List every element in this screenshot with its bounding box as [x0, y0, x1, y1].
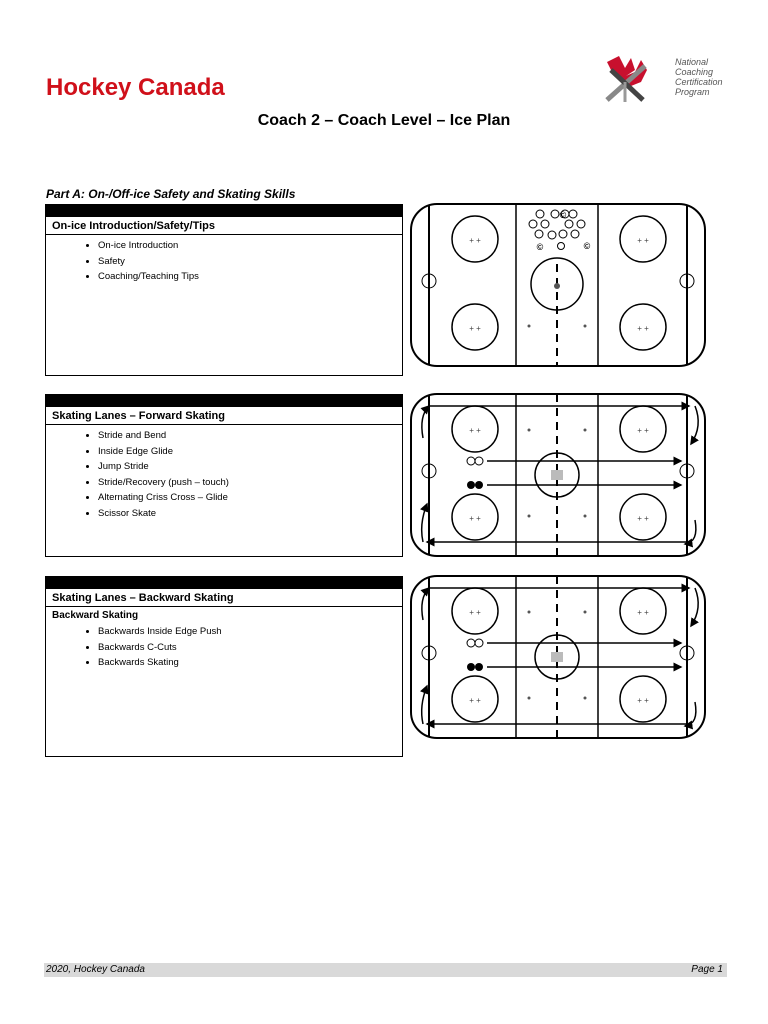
section-list: [46, 238, 402, 285]
list-item: • Backwards C-Cuts: [98, 640, 402, 656]
footer-left: 2020, Hockey Canada: [46, 964, 145, 975]
page-title: Coach 2 – Coach Level – Ice Plan: [257, 112, 511, 129]
list-item: • Alternating Criss Cross – Glide: [98, 490, 402, 506]
svg-text:+ +: + +: [469, 324, 481, 333]
logo-text: [675, 57, 723, 97]
section-bar: [46, 577, 402, 589]
logo-line-1: National: [675, 57, 709, 67]
svg-text:+ +: + +: [469, 236, 481, 245]
svg-text:+ +: + +: [637, 514, 649, 523]
logo-line-3: Certification: [675, 77, 723, 87]
svg-text:+ +: + +: [637, 696, 649, 705]
svg-text:+ +: + +: [469, 514, 481, 523]
rink-diagram-forward: [409, 392, 707, 558]
section-heading: Skating Lanes – Forward Skating: [46, 407, 402, 425]
list-item: • Inside Edge Glide: [98, 444, 402, 460]
list-item: • On-ice Introduction: [98, 238, 402, 254]
list-item: • Coaching/Teaching Tips: [98, 269, 402, 285]
list-item: • Stride/Recovery (push – touch): [98, 475, 402, 491]
list-item: • Scissor Skate: [98, 506, 402, 522]
list-item: • Stride and Bend: [98, 428, 402, 444]
part-title: Part A: On-/Off-ice Safety and Skating Skills: [46, 187, 296, 201]
section-heading: On-ice Introduction/Safety/Tips: [46, 217, 402, 235]
page-footer: [44, 963, 727, 977]
svg-text:+ +: + +: [469, 426, 481, 435]
footer-page-number: Page 1: [691, 964, 723, 975]
list-item: • Safety: [98, 254, 402, 270]
rink-diagram-backward: [409, 574, 707, 740]
section-list: [46, 428, 402, 521]
list-item: • Backwards Inside Edge Push: [98, 624, 402, 640]
brand-title: Hockey Canada: [46, 74, 225, 101]
logo-line-4: Program: [675, 87, 710, 97]
svg-text:+ +: + +: [469, 696, 481, 705]
svg-text:©: ©: [559, 210, 567, 220]
section-list: [46, 624, 402, 671]
svg-text:+ +: + +: [637, 236, 649, 245]
section-subheading: Backward Skating: [52, 610, 139, 621]
svg-text:+ +: + +: [469, 608, 481, 617]
section-forward: [45, 394, 403, 557]
list-item: • Backwards Skating: [98, 655, 402, 671]
rink-diagram-intro: [409, 202, 707, 368]
svg-text:+ +: + +: [637, 608, 649, 617]
section-bar: [46, 205, 402, 217]
svg-text:+ +: + +: [637, 426, 649, 435]
logo-line-2: Coaching: [675, 67, 714, 77]
section-backward: [45, 576, 403, 757]
section-heading: Skating Lanes – Backward Skating: [46, 589, 402, 607]
list-item: • Jump Stride: [98, 459, 402, 475]
svg-text:©: ©: [536, 242, 544, 252]
svg-text:©: ©: [583, 241, 591, 251]
section-intro: [45, 204, 403, 376]
svg-text:+ +: + +: [637, 324, 649, 333]
section-bar: [46, 395, 402, 407]
